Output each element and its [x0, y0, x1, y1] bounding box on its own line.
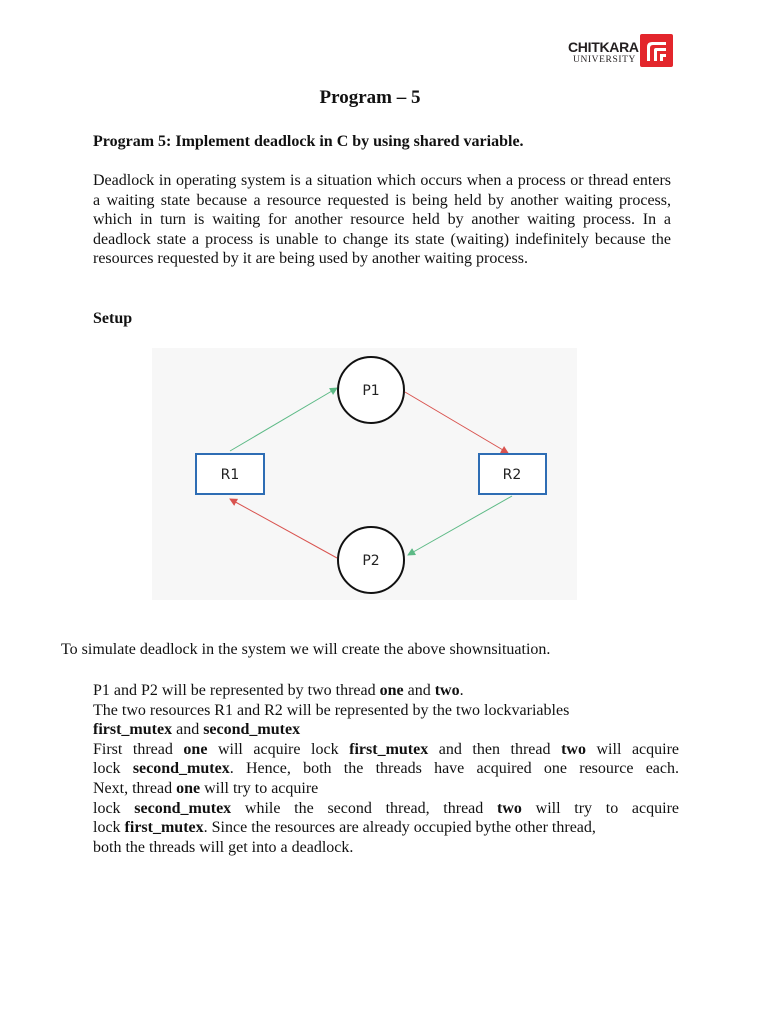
node-p2-label: P2 [362, 553, 380, 569]
explanation-line-9: both the threads will get into a deadlock. [93, 838, 354, 856]
logo-sub: UNIVERSITY [573, 55, 636, 65]
explanation-line-8: lock first_mutex. Since the resources are already occupied bythe other thread, [93, 819, 596, 837]
explanation-line-6: Next, thread one will try to acquire [93, 779, 319, 797]
node-r1-label: R1 [220, 467, 240, 483]
deadlock-diagram [152, 348, 577, 600]
university-logo [568, 34, 674, 70]
description-paragraph: Deadlock in operating system is a situation which occurs when a process or thread enters a waiting state because a resource requested is being held by another waiting process, which in turn is waiting for another resource held by another waiting process. In a deadlock state a process is unable to change its state (waiting) indefinitely because the resources requested by it are being used by another waiting process. [93, 172, 671, 268]
node-p1-label: P1 [362, 383, 380, 399]
node-r2-label: R2 [502, 467, 522, 483]
explanation-line-2: The two resources R1 and R2 will be represented by the two lockvariables [93, 701, 570, 719]
explanation-block [93, 681, 679, 857]
node-r2 [479, 454, 546, 494]
logo-name: CHITKARA [568, 39, 639, 55]
program-heading: Program 5: Implement deadlock in C by using shared variable. [93, 133, 524, 150]
setup-heading: Setup [93, 310, 133, 327]
explanation-line-4: First thread one will acquire lock first_mutex and then thread two will acquire [93, 740, 680, 758]
logo-text [568, 39, 639, 65]
explanation-line-3: first_mutex and second_mutex [93, 721, 301, 739]
explanation-line-7: lock second_mutex while the second thread, thread two will try to acquire [93, 799, 680, 817]
logo-mark-icon [640, 34, 673, 67]
node-p2 [338, 527, 404, 593]
explanation-line-1: P1 and P2 will be represented by two thread one and two. [93, 682, 464, 699]
page-title: Program – 5 [319, 87, 421, 108]
simulate-text: To simulate deadlock in the system we will create the above shownsituation. [61, 641, 551, 658]
node-r1 [196, 454, 264, 494]
node-p1 [338, 357, 404, 423]
explanation-line-5: lock second_mutex. Hence, both the threads have acquired one resource each. [93, 760, 679, 778]
